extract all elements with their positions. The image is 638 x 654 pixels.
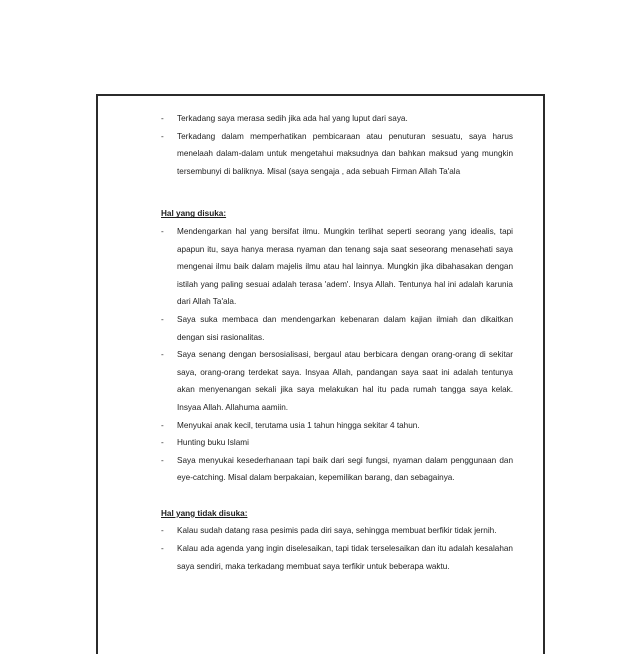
bullet-dash: - <box>161 131 164 141</box>
bullet-dash: - <box>161 544 164 554</box>
list-item-text: Mendengarkan hal yang bersifat ilmu. Mungkin terlihat seperti seorang yang idealis, tapi apapun itu, saya hanya merasa nyaman dan tenang saja saat seseorang menasehati saya mengenai ilmu baik dalam majelis ilmu atau hal lainnya. Mungkin jika dibahasakan dengan istilah yang paling sesuai adalah terasa 'adem'. Insya Allah. Tentunya hal ini adalah karunia dari Allah Ta'ala. <box>177 226 513 307</box>
bullet-dash: - <box>161 114 164 123</box>
list-item-text: Saya suka membaca dan mendengarkan kebenaran dalam kajian ilmiah dan dikaitkan dengan sisi rasionalitas. <box>177 314 513 342</box>
likes-heading: Hal yang disuka: <box>161 209 227 219</box>
list-item-text: Kalau sudah datang rasa pesimis pada diri saya, sehingga membuat berfikir tidak jernih. <box>177 526 497 536</box>
list-item <box>161 434 513 452</box>
document-content <box>161 110 513 575</box>
bullet-dash: - <box>161 438 164 448</box>
list-item-text: Kalau ada agenda yang ingin diselesaikan, tapi tidak terselesaikan dan itu adalah kesalahan saya sendiri, maka terkadang membuat saya terfikir untuk beberapa waktu. <box>177 544 513 571</box>
bullet-dash: - <box>161 526 164 536</box>
list-item <box>161 452 513 487</box>
list-item-text: Terkadang saya merasa sedih jika ada hal yang luput dari saya. <box>177 114 408 123</box>
bullet-dash: - <box>161 226 164 236</box>
list-item <box>161 110 513 128</box>
document-page <box>96 94 545 654</box>
list-item <box>161 346 513 416</box>
list-item-text: Terkadang dalam memperhatikan pembicaraan atau penuturan sesuatu, saya harus menelaah dalam-dalam untuk mengetahui maksudnya dan bahkan maksud yang mungkin tersembunyi di baliknya. Misal (saya sengaja , ada sebuah Firman Allah Ta'ala <box>177 131 513 176</box>
bullet-dash: - <box>161 420 164 430</box>
dislikes-heading: Hal yang tidak disuka: <box>161 508 248 518</box>
list-item <box>161 311 513 346</box>
list-item-text: Saya senang dengan bersosialisasi, bergaul atau berbicara dengan orang-orang di sekitar saya, orang-orang terdekat saya. Insyaa Allah, pandangan saya saat ini adalah tentunya akan menyenangan sekali jika saya melakukan hal itu pada rumah tangga saya kelak. Insyaa Allah. Allahuma aamiin. <box>177 350 513 412</box>
list-item <box>161 223 513 311</box>
bullet-dash: - <box>161 314 164 324</box>
bullet-dash: - <box>161 350 164 360</box>
list-item <box>161 540 513 575</box>
list-item <box>161 417 513 435</box>
list-item <box>161 522 513 540</box>
list-item <box>161 128 513 181</box>
list-item-text: Hunting buku Islami <box>177 438 249 448</box>
list-item-text: Menyukai anak kecil, terutama usia 1 tahun hingga sekitar 4 tahun. <box>177 420 420 430</box>
list-item-text: Saya menyukai kesederhanaan tapi baik dari segi fungsi, nyaman dalam penggunaan dan eye-catching. Misal dalam berpakaian, kepemilikan barang, dan sebagainya. <box>177 455 513 483</box>
bullet-dash: - <box>161 455 164 465</box>
